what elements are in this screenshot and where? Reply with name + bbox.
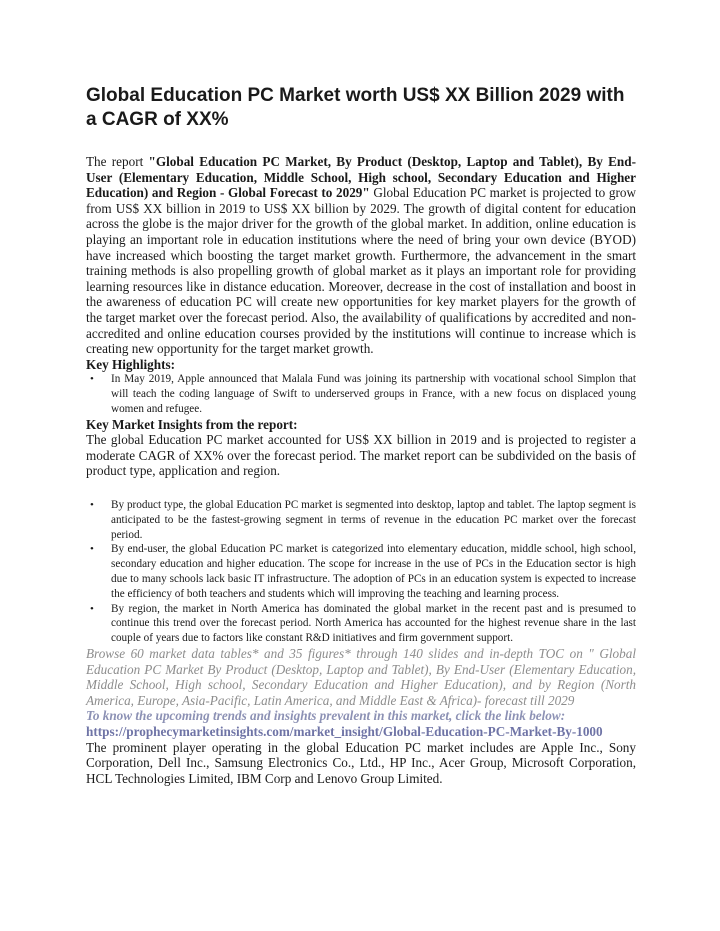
intro-paragraph (86, 154, 636, 357)
bullet-icon: • (90, 602, 94, 615)
report-name: "Global Education PC Market, By Product (Desktop, Laptop and Tablet), By End-User (Elementary Education, Middle School, High school, Secondary Education and Higher Education) and Region - Global Forecast to 2029" (86, 154, 636, 201)
list-item (86, 372, 636, 416)
cta-text: To know the upcoming trends and insights prevalent in this market, click the link below: (86, 708, 566, 724)
list-item (86, 542, 636, 601)
key-insights-paragraph: The global Education PC market accounted for US$ XX billion in 2019 and is projected to register a moderate CAGR of XX% over the forecast period. The market report can be subdivided on the basis of product type, application and region. (86, 432, 636, 479)
bullet-icon: • (90, 373, 94, 386)
insight-text: By region, the market in North America has dominated the global market in the recent past and is presumed to continue this trend over the forecast period. North America has accounted for the highest revenue share in the last couple of years due to factors like constant R&D initiatives and firm government support. (111, 602, 636, 645)
report-link[interactable]: https://prophecymarketinsights.com/market_insight/Global-Education-PC-Market-By-1000 (86, 724, 603, 740)
insight-text: By end-user, the global Education PC market is categorized into elementary education, middle school, high school, secondary education and higher education. The scope for increase in the use of PCs in the Education sector is high due to many schools lack basic IT infrastructure. The adoption of PCs in an education system is expected to increase the efficiency of both teachers and students which will improving the teaching and learning process. (111, 543, 636, 600)
insight-text: By product type, the global Education PC market is segmented into desktop, laptop and tablet. The laptop segment is anticipated to be the fastest-growing segment in terms of revenue in the education PC market over the forecast period. (111, 499, 636, 541)
key-highlights-list (86, 372, 636, 416)
list-item (86, 498, 636, 542)
spacer (86, 479, 636, 498)
key-insights-heading: Key Market Insights from the report: (86, 416, 298, 432)
list-item (86, 602, 636, 646)
insights-list (86, 498, 636, 646)
intro-body: Global Education PC market is projected to grow from US$ XX billion in 2019 to US$ XX billion by 2029. The growth of digital content for education across the globe is the major driver for the growth of the global market. In addition, online education is playing an important role in education institutions where the need of bring your own device (BYOD) have increased which boosting the target market growth. Furthermore, the advancement in the smart training methods is also propelling growth of global market as it plays an important role for providing learning resources like in distance education. Moreover, decrease in the cost of installation and boost in the awareness of education PC will create new opportunities for key market players for the growth of the target market over the forecast period. Also, the availability of qualifications by accredited and non-accredited and online education courses provided by the institutions will continue to increase which is creating new opportunity for the target market growth. (86, 185, 636, 357)
closing-paragraph: The prominent player operating in the global Education PC market includes are Apple Inc., Sony Corporation, Dell Inc., Samsung Electronics Co., Ltd., HP Inc., Acer Group, Microsoft Corporation, HCL Technologies Limited, IBM Corp and Lenovo Group Limited. (86, 739, 636, 786)
intro-lead: The report (86, 154, 149, 169)
highlight-text: In May 2019, Apple announced that Malala Fund was joining its partnership with vocational school Simplon that will teach the coding language of Swift to underserved groups in France, with a new focus on displaced young women and refugee. (111, 373, 636, 415)
bullet-icon: • (90, 499, 94, 512)
key-highlights-heading: Key Highlights: (86, 356, 176, 372)
bullet-icon: • (90, 543, 94, 556)
browse-toc-text: Browse 60 market data tables* and 35 figures* through 140 slides and in-depth TOC on " Global Education PC Market By Product (Desktop, Laptop and Tablet), By End-User (Elementary Education, Middle School, High school, Secondary Education and Higher Education), and by Region (North America, Europe, Asia-Pacific, Latin America, and Middle East & Africa)- forecast till 2029 (86, 646, 636, 708)
document-page (86, 84, 636, 786)
document-title: Global Education PC Market worth US$ XX Billion 2029 with a CAGR of XX% (86, 85, 625, 130)
